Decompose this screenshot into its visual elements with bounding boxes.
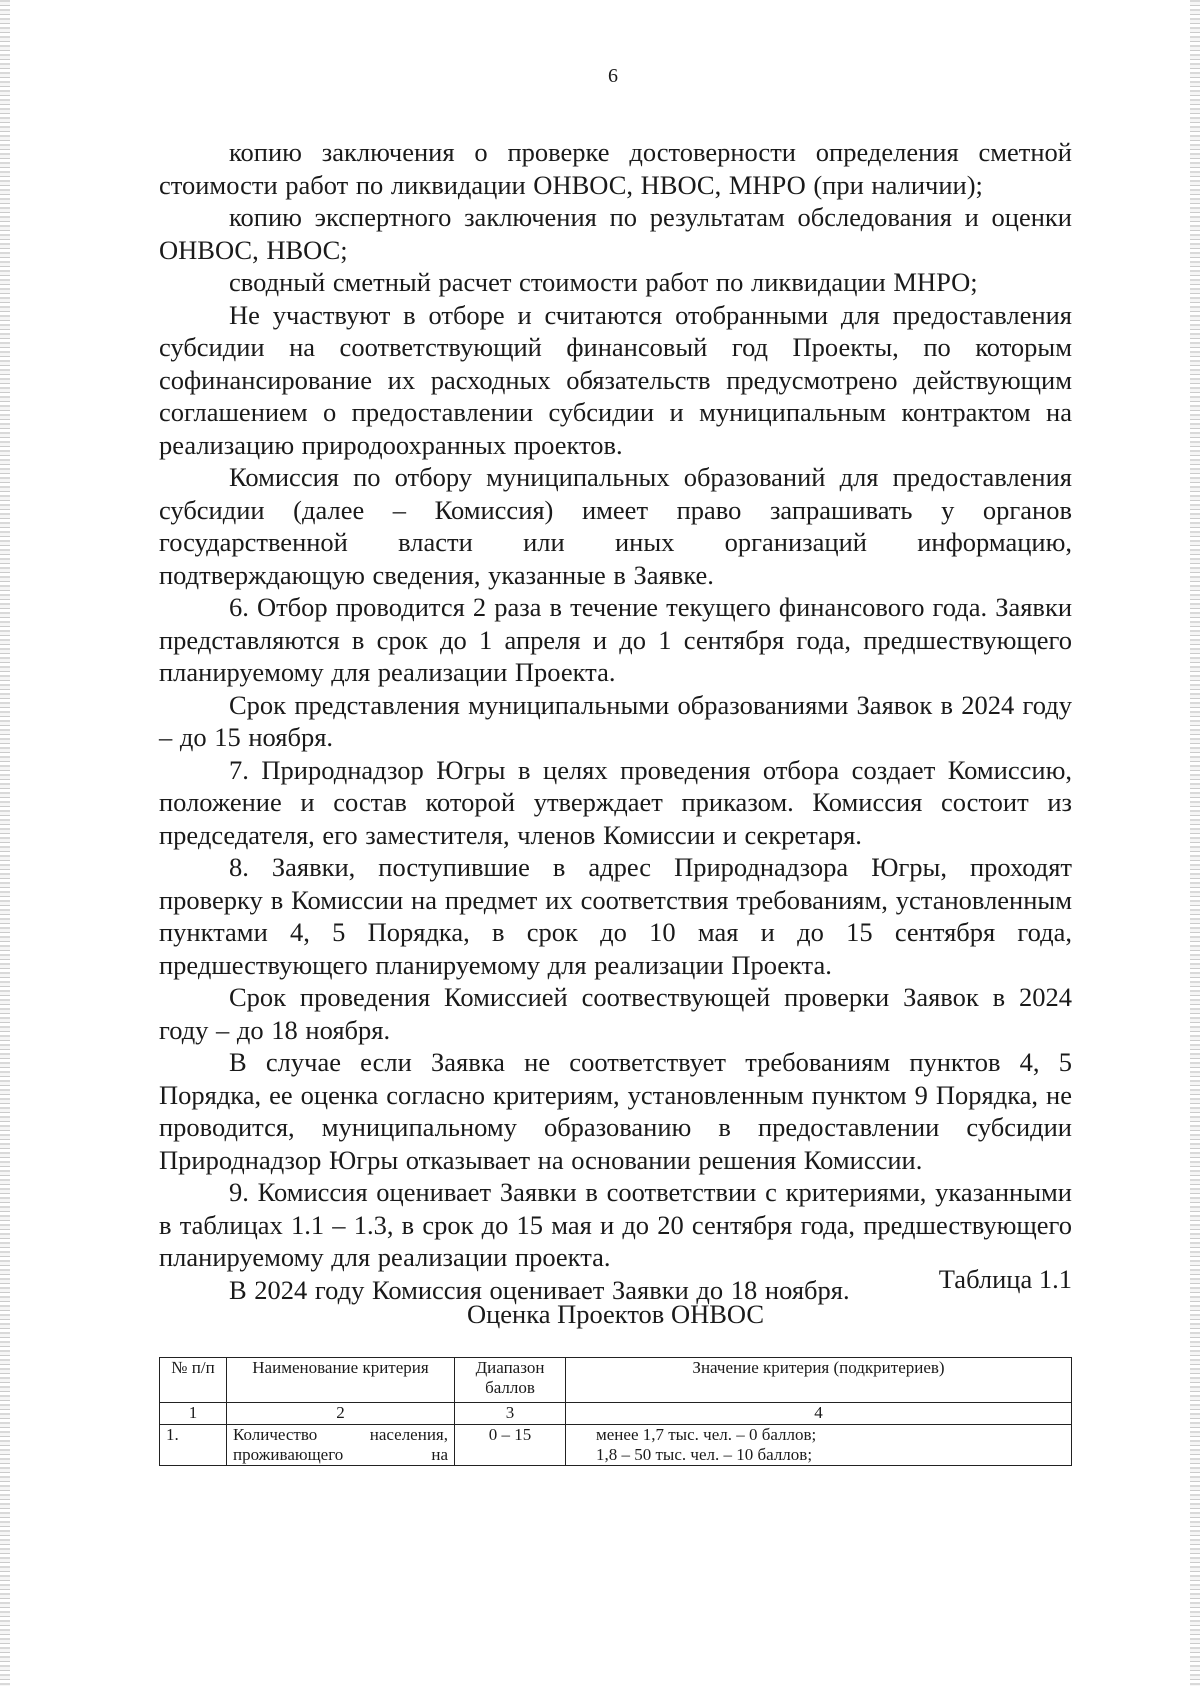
column-number: 1 bbox=[160, 1403, 227, 1425]
header-range: Диапазон баллов bbox=[455, 1358, 566, 1403]
paragraph: Срок представления муниципальными образованиями Заявок в 2024 году – до 15 ноября. bbox=[159, 689, 1072, 752]
column-number-row bbox=[160, 1403, 1072, 1425]
paragraph: Не участвуют в отборе и считаются отобранными для предоставления субсидии на соответствующий финансовый год Проекты, по которым софинансирование их расходных обязательств предусмотрено действующим соглашением о предоставлении субсидии и муниципальным контрактом на реализацию природоохранных проектов. bbox=[159, 299, 1072, 460]
paragraph: 8. Заявки, поступившие в адрес Природнадзора Югры, проходят проверку в Комиссии на предмет их соответствия требованиям, установленным пунктами 4, 5 Порядка, в срок до 10 мая и до 15 сентября года, предшествующего планируемому для реализации Проекта. bbox=[159, 852, 1072, 980]
criterion-word: проживающего bbox=[233, 1445, 344, 1464]
row-range: 0 – 15 bbox=[455, 1425, 566, 1466]
table-title: Оценка Проектов ОНВОС bbox=[466, 1299, 765, 1329]
column-number: 3 bbox=[455, 1403, 566, 1425]
paragraph: 7. Природнадзор Югры в целях проведения отбора создает Комиссию, положение и состав которой утверждает приказом. Комиссия состоит из председателя, его заместителя, членов Комиссии и секретаря. bbox=[159, 754, 1072, 850]
criterion-name-line bbox=[233, 1425, 448, 1445]
header-name: Наименование критерия bbox=[227, 1358, 455, 1403]
criterion-name-line bbox=[233, 1445, 448, 1465]
table-header-row bbox=[160, 1358, 1072, 1403]
paragraph: В 2024 году Комиссия оценивает Заявки до 18 ноября. bbox=[229, 1274, 850, 1305]
paragraph: сводный сметный расчет стоимости работ по ликвидации МНРО; bbox=[229, 267, 978, 297]
row-value bbox=[566, 1425, 1072, 1466]
table-row bbox=[160, 1425, 1072, 1466]
criterion-word: населения, bbox=[369, 1425, 448, 1444]
paragraph: Комиссия по отбору муниципальных образований для предоставления субсидии (далее – Комиссия) имеет право запрашивать у органов государственной власти или иных организаций информацию, подтверждающую сведения, указанные в Заявке. bbox=[159, 462, 1072, 590]
paragraph: 9. Комиссия оценивает Заявки в соответствии с критериями, указанными в таблицах 1.1 – 1.3, в срок до 15 мая и до 20 сентября года, предшествующего планируемому для реализации проекта. bbox=[159, 1177, 1072, 1272]
scan-edge-right bbox=[1190, 0, 1200, 1686]
page-number: 6 bbox=[608, 65, 618, 87]
paragraph: Срок проведения Комиссией соотвествующей проверки Заявок в 2024 году – до 18 ноября. bbox=[159, 982, 1072, 1045]
scan-edge-left bbox=[0, 0, 10, 1686]
column-number: 4 bbox=[566, 1403, 1072, 1425]
table-caption: Таблица 1.1 bbox=[938, 1264, 1072, 1294]
paragraph: В случае если Заявка не соответствует требованиям пунктов 4, 5 Порядка, ее оценка согласно критериям, установленным пунктом 9 Порядка, не проводится, муниципальному образованию в предоставлении субсидии Природнадзор Югры отказывает на основании решения Комиссии. bbox=[159, 1047, 1072, 1175]
paragraph: копию заключения о проверке достоверности определения сметной стоимости работ по ликвидации ОНВОС, НВОС, МНРО (при наличии); bbox=[159, 137, 1072, 200]
column-number: 2 bbox=[227, 1403, 455, 1425]
header-num: № п/п bbox=[160, 1358, 227, 1403]
criterion-word: на bbox=[431, 1445, 448, 1464]
row-num: 1. bbox=[160, 1425, 227, 1466]
document-body bbox=[159, 136, 1072, 1306]
paragraph: 6. Отбор проводится 2 раза в течение текущего финансового года. Заявки представляются в срок до 1 апреля и до 1 сентября года, предшествующего планируемому для реализации Проекта. bbox=[159, 592, 1072, 687]
value-line: менее 1,7 тыс. чел. – 0 баллов; bbox=[596, 1425, 817, 1444]
criteria-table bbox=[159, 1357, 1072, 1466]
criterion-word: Количество bbox=[233, 1425, 318, 1444]
value-line: 1,8 – 50 тыс. чел. – 10 баллов; bbox=[596, 1445, 813, 1464]
row-criterion-name bbox=[227, 1425, 455, 1466]
header-value: Значение критерия (подкритериев) bbox=[566, 1358, 1072, 1403]
paragraph: копию экспертного заключения по результатам обследования и оценки ОНВОС, НВОС; bbox=[159, 202, 1072, 265]
